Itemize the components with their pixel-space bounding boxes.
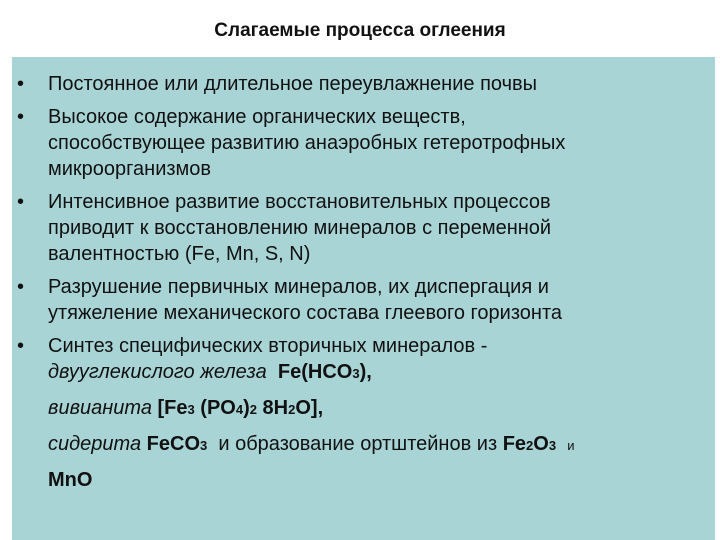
bullet-icon: • — [17, 106, 25, 128]
mineral-name: сидерита — [48, 433, 142, 455]
list-item — [12, 333, 712, 493]
bullet-icon: • — [17, 335, 25, 357]
item-line — [48, 359, 712, 387]
list-item — [12, 104, 712, 182]
formula: FeCO3 — [146, 433, 208, 455]
item-line: способствующее развитию анаэробных гетеротрофных — [48, 132, 566, 154]
item-line: Интенсивное развитие восстановительных процессов — [48, 191, 551, 213]
bullet-list — [12, 71, 712, 500]
item-line: Постоянное или длительное переувлажнение почвы — [48, 73, 538, 95]
item-line — [48, 467, 712, 493]
item-line: микроорганизмов — [48, 158, 212, 180]
bullet-icon: • — [17, 276, 25, 298]
formula: MnO — [48, 469, 93, 491]
item-line: валентностью (Fe, Mn, S, N) — [48, 243, 311, 265]
mineral-name: вивианита — [48, 397, 152, 419]
formula: [Fe3 (PO4)2 8H2O], — [157, 397, 324, 419]
item-line: Разрушение первичных минералов, их диспергация и — [48, 276, 549, 298]
item-line: приводит к восстановлению минералов с переменной — [48, 217, 552, 239]
bullet-icon: • — [17, 191, 25, 213]
content-panel — [12, 57, 715, 540]
item-line: утяжеление механического состава глеевого горизонта — [48, 302, 563, 324]
list-item — [12, 189, 712, 267]
formula: Fe2O3 — [502, 433, 557, 455]
item-line: Высокое содержание органических веществ, — [48, 106, 466, 128]
bullet-icon: • — [17, 73, 25, 95]
item-line — [48, 395, 712, 423]
slide-title: Слагаемые процесса оглеения — [214, 20, 506, 41]
list-item — [12, 274, 712, 326]
formula: Fe(HCO3), — [277, 361, 372, 383]
list-item — [12, 71, 712, 97]
item-line: Синтез специфических вторичных минералов - — [48, 335, 488, 357]
item-line: сидерита FeCO3 и образование ортштейнов из Fe2O3 и — [48, 433, 575, 455]
mineral-name: двууглекислого железа — [48, 361, 267, 383]
